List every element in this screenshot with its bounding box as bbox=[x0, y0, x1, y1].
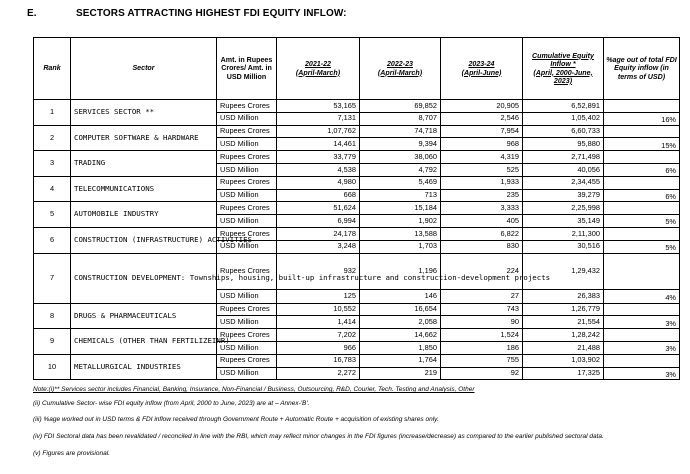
header-cumulative-title: Cumulative Equity Inflow * bbox=[532, 51, 594, 69]
header-row bbox=[34, 38, 680, 100]
table-row-inr bbox=[34, 354, 680, 367]
sector-cell: TRADING bbox=[71, 151, 217, 177]
share-cell: 3% bbox=[604, 316, 680, 329]
unit-cell: Rupees Crores bbox=[217, 329, 277, 342]
share-cell-empty bbox=[604, 329, 680, 342]
value-2022-23: 5,469 bbox=[360, 176, 441, 189]
footnote-4: (iv) FDI Sectoral data has been revalidated / reconciled in line with the RBI, which may reflect minor changes in the FDI figures (increase/decrease) as compared to the earlier published sectoral data. bbox=[33, 433, 604, 440]
header-cumulative bbox=[523, 38, 604, 100]
rank-cell: 3 bbox=[34, 151, 71, 177]
rank-cell: 1 bbox=[34, 100, 71, 126]
unit-cell: USD Million bbox=[217, 163, 277, 176]
unit-cell: Rupees Crores bbox=[217, 176, 277, 189]
unit-cell: USD Million bbox=[217, 189, 277, 202]
value-2022-23: 713 bbox=[360, 189, 441, 202]
unit-cell: Rupees Crores bbox=[217, 227, 277, 240]
value-2021-22: 1,414 bbox=[277, 316, 360, 329]
value-2022-23: 16,654 bbox=[360, 303, 441, 316]
unit-cell: USD Million bbox=[217, 341, 277, 354]
share-cell: 4% bbox=[604, 289, 680, 303]
unit-cell: USD Million bbox=[217, 316, 277, 329]
unit-cell: Rupees Crores bbox=[217, 253, 277, 289]
header-2022-23 bbox=[360, 38, 441, 100]
value-2023-24: 525 bbox=[441, 163, 523, 176]
value-cumulative: 1,05,402 bbox=[523, 112, 604, 125]
value-cumulative: 26,383 bbox=[523, 289, 604, 303]
unit-cell: USD Million bbox=[217, 112, 277, 125]
rank-cell: 7 bbox=[34, 253, 71, 303]
value-2023-24: 405 bbox=[441, 215, 523, 228]
value-2022-23: 15,184 bbox=[360, 202, 441, 215]
header-2022-23-period: (April-March) bbox=[377, 68, 423, 77]
value-cumulative: 6,52,891 bbox=[523, 100, 604, 113]
value-2021-22: 6,994 bbox=[277, 215, 360, 228]
share-cell-empty bbox=[604, 202, 680, 215]
header-2021-22-period: (April-March) bbox=[295, 68, 341, 77]
value-2023-24: 27 bbox=[441, 289, 523, 303]
value-cumulative: 30,516 bbox=[523, 240, 604, 253]
table-row-inr bbox=[34, 176, 680, 189]
footnote-1-text: Note:(i)** Services sector includes Financial, Banking, Insurance, Non-Financial / Business, Outsourcing, R&D, Courier, Tech. Testing and Analysis, Other bbox=[33, 386, 475, 393]
header-2021-22-year: 2021-22 bbox=[304, 60, 332, 69]
unit-cell: USD Million bbox=[217, 215, 277, 228]
sector-cell: TELECOMMUNICATIONS bbox=[71, 176, 217, 202]
header-2022-23-year: 2022-23 bbox=[386, 60, 414, 69]
header-share: %age out of total FDI Equity inflow (in terms of USD) bbox=[604, 38, 680, 100]
rank-cell: 6 bbox=[34, 227, 71, 253]
value-2021-22: 4,980 bbox=[277, 176, 360, 189]
rank-cell: 2 bbox=[34, 125, 71, 151]
value-2021-22: 16,783 bbox=[277, 354, 360, 367]
value-2022-23: 2,058 bbox=[360, 316, 441, 329]
value-cumulative: 1,03,902 bbox=[523, 354, 604, 367]
value-2021-22: 966 bbox=[277, 341, 360, 354]
share-cell-empty bbox=[604, 354, 680, 367]
value-cumulative: 1,29,432 bbox=[523, 253, 604, 289]
unit-cell: Rupees Crores bbox=[217, 303, 277, 316]
value-2022-23: 1,764 bbox=[360, 354, 441, 367]
footnote-3: (iii) %age worked out in USD terms & FDI inflow received through Government Route + Automatic Route + acquisition of existing shares only. bbox=[33, 416, 439, 423]
unit-cell: Rupees Crores bbox=[217, 100, 277, 113]
share-cell: 16% bbox=[604, 112, 680, 125]
rank-cell: 10 bbox=[34, 354, 71, 380]
rank-cell: 9 bbox=[34, 329, 71, 355]
value-2022-23: 1,196 bbox=[360, 253, 441, 289]
value-2023-24: 2,546 bbox=[441, 112, 523, 125]
value-2021-22: 14,461 bbox=[277, 138, 360, 151]
value-2021-22: 7,202 bbox=[277, 329, 360, 342]
sector-cell: METALLURGICAL INDUSTRIES bbox=[71, 354, 217, 380]
table-row-inr bbox=[34, 202, 680, 215]
value-2021-22: 2,272 bbox=[277, 367, 360, 380]
value-cumulative: 35,149 bbox=[523, 215, 604, 228]
value-2022-23: 219 bbox=[360, 367, 441, 380]
share-cell-empty bbox=[604, 253, 680, 289]
value-2023-24: 968 bbox=[441, 138, 523, 151]
value-2022-23: 8,707 bbox=[360, 112, 441, 125]
value-2023-24: 830 bbox=[441, 240, 523, 253]
sector-cell: CONSTRUCTION (INFRASTRUCTURE) ACTIVITIES bbox=[71, 227, 217, 253]
value-2021-22: 51,624 bbox=[277, 202, 360, 215]
table-row-inr bbox=[34, 303, 680, 316]
value-cumulative: 1,26,779 bbox=[523, 303, 604, 316]
value-cumulative: 40,056 bbox=[523, 163, 604, 176]
share-cell-empty bbox=[604, 303, 680, 316]
rank-cell: 4 bbox=[34, 176, 71, 202]
value-2021-22: 1,07,762 bbox=[277, 125, 360, 138]
share-cell: 5% bbox=[604, 240, 680, 253]
value-cumulative: 2,34,455 bbox=[523, 176, 604, 189]
value-2022-23: 69,852 bbox=[360, 100, 441, 113]
header-2023-24-period: (April-June) bbox=[461, 68, 502, 77]
unit-cell: USD Million bbox=[217, 289, 277, 303]
value-2023-24: 90 bbox=[441, 316, 523, 329]
unit-cell: USD Million bbox=[217, 138, 277, 151]
value-cumulative: 2,11,300 bbox=[523, 227, 604, 240]
value-2023-24: 92 bbox=[441, 367, 523, 380]
header-amount: Amt. in Rupees Crores/ Amt. in USD Million bbox=[217, 38, 277, 100]
value-2022-23: 1,902 bbox=[360, 215, 441, 228]
rank-cell: 8 bbox=[34, 303, 71, 329]
value-2021-22: 932 bbox=[277, 253, 360, 289]
rank-cell: 5 bbox=[34, 202, 71, 228]
value-cumulative: 95,880 bbox=[523, 138, 604, 151]
unit-cell: Rupees Crores bbox=[217, 202, 277, 215]
value-2021-22: 3,248 bbox=[277, 240, 360, 253]
share-cell: 15% bbox=[604, 138, 680, 151]
value-2021-22: 7,131 bbox=[277, 112, 360, 125]
value-2021-22: 33,779 bbox=[277, 151, 360, 164]
header-2021-22 bbox=[277, 38, 360, 100]
value-2022-23: 74,718 bbox=[360, 125, 441, 138]
value-2023-24: 224 bbox=[441, 253, 523, 289]
sector-cell: COMPUTER SOFTWARE & HARDWARE bbox=[71, 125, 217, 151]
value-cumulative: 17,325 bbox=[523, 367, 604, 380]
value-cumulative: 2,71,498 bbox=[523, 151, 604, 164]
header-rank: Rank bbox=[34, 38, 71, 100]
table-row-inr bbox=[34, 100, 680, 113]
sector-cell: SERVICES SECTOR ** bbox=[71, 100, 217, 126]
table-row-inr bbox=[34, 227, 680, 240]
value-2023-24: 743 bbox=[441, 303, 523, 316]
table-row-inr bbox=[34, 253, 680, 289]
value-2023-24: 1,524 bbox=[441, 329, 523, 342]
value-2023-24: 20,905 bbox=[441, 100, 523, 113]
value-2023-24: 6,822 bbox=[441, 227, 523, 240]
value-2021-22: 24,178 bbox=[277, 227, 360, 240]
value-2021-22: 10,552 bbox=[277, 303, 360, 316]
header-2023-24-year: 2023-24 bbox=[468, 60, 495, 69]
value-cumulative: 21,554 bbox=[523, 316, 604, 329]
table-row-inr bbox=[34, 125, 680, 138]
header-cumulative-period: (April, 2000-June, 2023) bbox=[533, 68, 593, 85]
value-cumulative: 21,488 bbox=[523, 341, 604, 354]
table-row-inr bbox=[34, 329, 680, 342]
value-cumulative: 6,60,733 bbox=[523, 125, 604, 138]
value-2022-23: 9,394 bbox=[360, 138, 441, 151]
value-2023-24: 3,333 bbox=[441, 202, 523, 215]
fdi-sector-table bbox=[33, 37, 680, 380]
share-cell: 6% bbox=[604, 163, 680, 176]
value-2023-24: 186 bbox=[441, 341, 523, 354]
share-cell: 5% bbox=[604, 215, 680, 228]
value-cumulative: 1,28,242 bbox=[523, 329, 604, 342]
value-2022-23: 146 bbox=[360, 289, 441, 303]
value-2023-24: 235 bbox=[441, 189, 523, 202]
unit-cell: USD Million bbox=[217, 240, 277, 253]
value-2021-22: 4,538 bbox=[277, 163, 360, 176]
share-cell-empty bbox=[604, 125, 680, 138]
value-2022-23: 13,588 bbox=[360, 227, 441, 240]
value-2022-23: 1,850 bbox=[360, 341, 441, 354]
sector-cell: AUTOMOBILE INDUSTRY bbox=[71, 202, 217, 228]
footnote-2: (ii) Cumulative Sector- wise FDI equity inflow (from April, 2000 to June, 2023) are at – Annex-'B'. bbox=[33, 400, 310, 407]
value-2022-23: 1,703 bbox=[360, 240, 441, 253]
value-2023-24: 4,319 bbox=[441, 151, 523, 164]
footnote-5: (v) Figures are provisional. bbox=[33, 450, 110, 457]
value-2021-22: 53,165 bbox=[277, 100, 360, 113]
value-2023-24: 755 bbox=[441, 354, 523, 367]
unit-cell: Rupees Crores bbox=[217, 151, 277, 164]
share-cell-empty bbox=[604, 176, 680, 189]
table-row-inr bbox=[34, 151, 680, 164]
unit-cell: USD Million bbox=[217, 367, 277, 380]
share-cell: 3% bbox=[604, 341, 680, 354]
value-cumulative: 39,279 bbox=[523, 189, 604, 202]
footnote-1 bbox=[33, 386, 474, 394]
header-sector: Sector bbox=[71, 38, 217, 100]
header-2023-24 bbox=[441, 38, 523, 100]
share-cell-empty bbox=[604, 100, 680, 113]
share-cell: 6% bbox=[604, 189, 680, 202]
section-heading bbox=[27, 8, 347, 19]
value-cumulative: 2,25,998 bbox=[523, 202, 604, 215]
section-title: SECTORS ATTRACTING HIGHEST FDI EQUITY INFLOW: bbox=[76, 8, 347, 19]
unit-cell: Rupees Crores bbox=[217, 125, 277, 138]
table-body bbox=[34, 100, 680, 380]
sector-cell: CHEMICALS (OTHER THAN FERTILIZEINR) bbox=[71, 329, 217, 355]
share-cell-empty bbox=[604, 227, 680, 240]
share-cell: 3% bbox=[604, 367, 680, 380]
value-2021-22: 125 bbox=[277, 289, 360, 303]
value-2022-23: 14,662 bbox=[360, 329, 441, 342]
value-2022-23: 38,060 bbox=[360, 151, 441, 164]
sector-cell: CONSTRUCTION DEVELOPMENT: Townships, housing, built-up infrastructure and construction-development projects bbox=[71, 253, 217, 303]
sector-cell: DRUGS & PHARMACEUTICALS bbox=[71, 303, 217, 329]
section-letter: E. bbox=[27, 8, 37, 19]
value-2021-22: 668 bbox=[277, 189, 360, 202]
share-cell-empty bbox=[604, 151, 680, 164]
value-2023-24: 7,954 bbox=[441, 125, 523, 138]
unit-cell: Rupees Crores bbox=[217, 354, 277, 367]
value-2022-23: 4,792 bbox=[360, 163, 441, 176]
value-2023-24: 1,933 bbox=[441, 176, 523, 189]
